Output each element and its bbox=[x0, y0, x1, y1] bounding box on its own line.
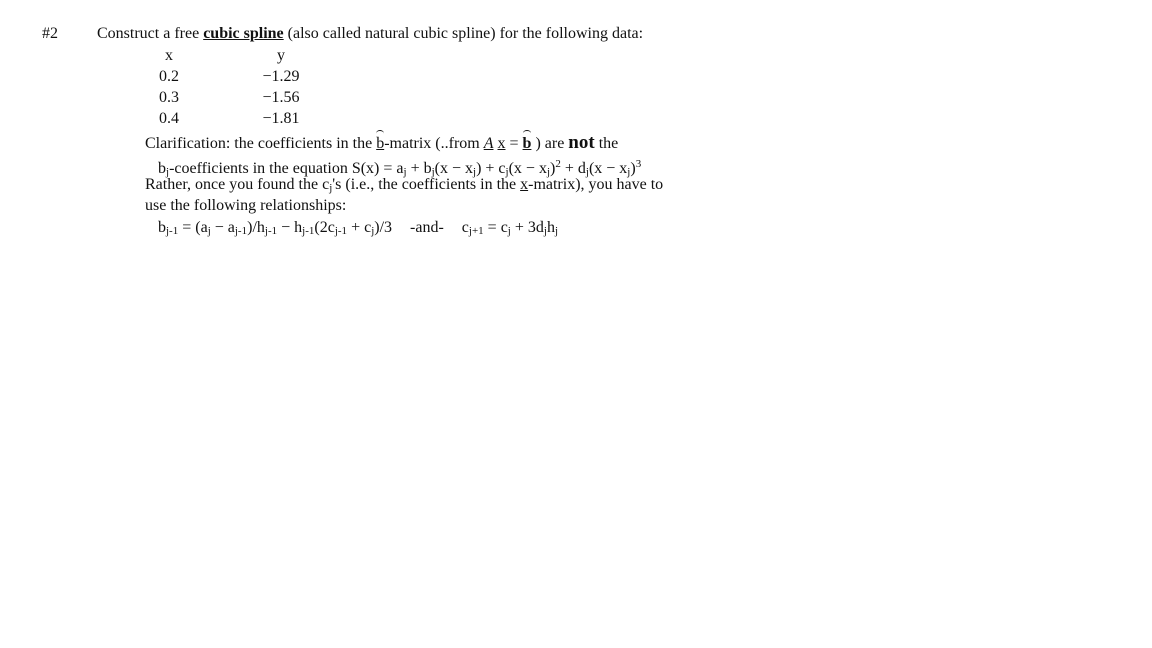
t: + c bbox=[347, 219, 372, 236]
subscript: j bbox=[627, 166, 631, 178]
relationships-formulas bbox=[158, 218, 558, 241]
problem-statement bbox=[97, 24, 643, 44]
t: (x − x bbox=[508, 160, 547, 177]
t: -matrix), you have to bbox=[528, 176, 664, 193]
subscript: j bbox=[371, 225, 375, 237]
subscript: j bbox=[329, 182, 333, 194]
t: + d bbox=[560, 160, 586, 177]
matrix-a-symbol: A bbox=[483, 135, 494, 152]
subscript: j-1 bbox=[264, 225, 278, 237]
t: b bbox=[158, 219, 166, 236]
b-hat-symbol: b bbox=[376, 135, 385, 152]
t: ) + c bbox=[476, 160, 506, 177]
subscript: j-1 bbox=[302, 225, 315, 237]
clar-text: ) are bbox=[531, 135, 569, 152]
y-header: y bbox=[277, 47, 285, 64]
t: (x − x bbox=[588, 160, 628, 177]
t: )/h bbox=[247, 219, 265, 236]
x-value: 0.2 bbox=[159, 68, 179, 85]
t: ) bbox=[550, 160, 556, 177]
subscript: j bbox=[507, 225, 511, 237]
intro-rest-text: (also called natural cubic spline) for the following data: bbox=[283, 25, 644, 42]
subscript: j-1 bbox=[166, 225, 179, 237]
t: -coefficients in the equation S(x) = a bbox=[169, 160, 404, 177]
t: ) bbox=[630, 160, 636, 177]
b-hat-bold-symbol: b bbox=[522, 135, 532, 152]
x-header: x bbox=[165, 47, 173, 64]
y-value: −1.56 bbox=[262, 89, 300, 106]
and-separator: -and- bbox=[410, 219, 444, 236]
clarification-line-4: use the following relationships: bbox=[145, 197, 347, 214]
t: = c bbox=[483, 219, 508, 236]
subscript: j bbox=[473, 166, 477, 178]
x-matrix-symbol: x bbox=[520, 176, 529, 193]
t: − a bbox=[210, 219, 235, 236]
subscript: j bbox=[585, 166, 589, 178]
x-value: 0.3 bbox=[159, 89, 179, 106]
t: Rather, once you found the c bbox=[145, 176, 330, 193]
x-column bbox=[140, 45, 198, 129]
equals-sign: = bbox=[505, 135, 523, 152]
x-value: 0.4 bbox=[159, 110, 179, 127]
t: )/3 bbox=[374, 219, 393, 236]
subscript: j bbox=[207, 225, 211, 237]
not-emphasis: not bbox=[568, 132, 595, 153]
problem-number: #2 bbox=[42, 25, 58, 42]
subscript: j bbox=[403, 166, 407, 178]
clar-text: Clarification: the coefficients in the bbox=[145, 135, 377, 152]
clar-text: the bbox=[594, 135, 619, 152]
clarification-line-1 bbox=[145, 133, 618, 154]
subscript: j bbox=[543, 225, 547, 237]
subscript: j+1 bbox=[468, 225, 484, 237]
t: 's (i.e., the coefficients in the bbox=[332, 176, 521, 193]
t: − h bbox=[277, 219, 303, 236]
term-cubic-spline: cubic spline bbox=[203, 25, 284, 42]
data-table bbox=[140, 45, 340, 129]
t: b bbox=[158, 160, 166, 177]
t: c bbox=[461, 219, 469, 236]
t: = (a bbox=[178, 219, 208, 236]
t: h bbox=[546, 219, 555, 236]
superscript: 2 bbox=[555, 158, 561, 170]
t: (x − x bbox=[434, 160, 474, 177]
x-vector-symbol: x bbox=[497, 135, 506, 152]
t: (2c bbox=[314, 219, 335, 236]
subscript: j bbox=[505, 166, 509, 178]
clarification-line-3 bbox=[145, 175, 663, 198]
subscript: j bbox=[554, 225, 559, 237]
subscript: j-1 bbox=[234, 225, 248, 237]
clar-text: -matrix (..from bbox=[384, 135, 484, 152]
subscript: j bbox=[431, 166, 435, 178]
y-column bbox=[248, 45, 314, 129]
subscript: j-1 bbox=[334, 225, 348, 237]
y-value: −1.29 bbox=[262, 68, 300, 85]
superscript: 3 bbox=[635, 158, 642, 170]
intro-text: Construct a free bbox=[97, 25, 204, 42]
subscript: j bbox=[166, 166, 170, 178]
t: + b bbox=[406, 160, 432, 177]
t: + 3d bbox=[510, 219, 544, 236]
y-value: −1.81 bbox=[262, 110, 300, 127]
subscript: j bbox=[546, 166, 551, 178]
